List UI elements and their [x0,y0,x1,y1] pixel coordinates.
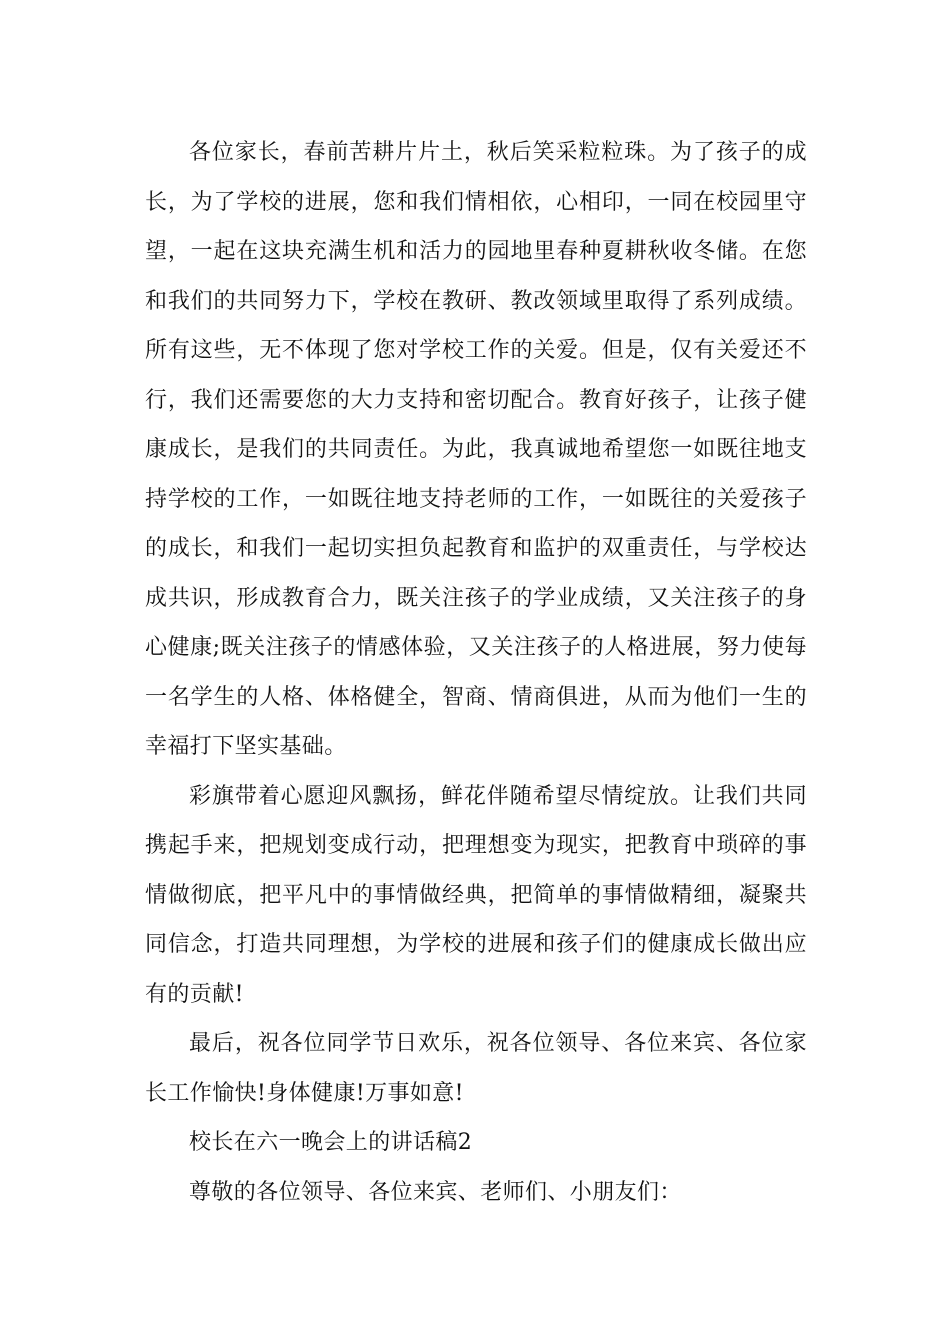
paragraph-parents-thanks: 各位家长，春前苦耕片片土，秋后笑采粒粒珠。为了孩子的成长，为了学校的进展，您和我们情相依，心相印，一同在校园里守望，一起在这块充满生机和活力的园地里春种夏耕秋收冬储。在您和我们的共同努力下，学校在教研、教改领域里取得了系列成绩。所有这些，无不体现了您对学校工作的关爱。但是，仅有关爱还不行，我们还需要您的大力支持和密切配合。教育好孩子，让孩子健康成长，是我们的共同责任。为此，我真诚地希望您一如既往地支持学校的工作，一如既往地支持老师的工作，一如既往的关爱孩子的成长，和我们一起切实担负起教育和监护的双重责任，与学校达成共识，形成教育合力，既关注孩子的学业成绩，又关注孩子的身心健康;既关注孩子的情感体验，又关注孩子的人格进展，努力使每一名学生的人格、体格健全，智商、情商俱进，从而为他们一生的幸福打下坚实基础。 [145,140,807,759]
section-heading: 校长在六一晚会上的讲话稿2 [189,1130,473,1155]
paragraph-call-to-action: 彩旗带着心愿迎风飘扬，鲜花伴随希望尽情绽放。让我们共同携起手来，把规划变成行动，把理想变为现实，把教育中琐碎的事情做彻底，把平凡中的事情做经典，把简单的事情做精细，凝聚共同信念，打造共同理想，为学校的进展和孩子们的健康成长做出应有的贡献! [145,783,807,1007]
paragraph-salutation: 尊敬的各位领导、各位来宾、老师们、小朋友们： [189,1179,682,1205]
document-body [145,128,807,1217]
paragraph-closing-wishes: 最后，祝各位同学节日欢乐，祝各位领导、各位来宾、各位家长工作愉快!身体健康!万事如意! [145,1031,807,1106]
